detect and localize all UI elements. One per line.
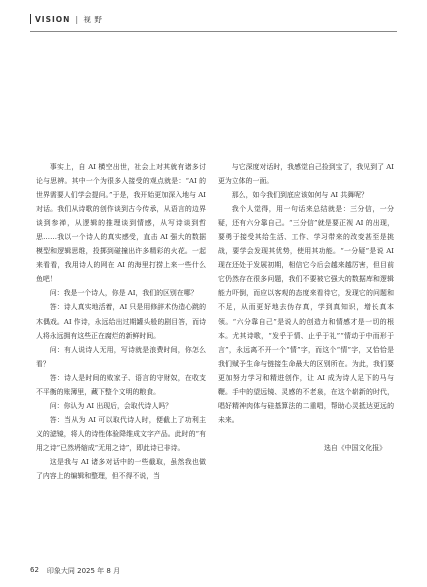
paragraph: 问：有人说诗人无用，写诗就是浪费时间，你怎么看？ (36, 345, 206, 368)
paragraph: 事实上，自 AI 横空出世，社会上对其就有诸多讨论与思辨。其中一个为很多人接受的观点就是：“AI 的世界需要人们学会提问。”于是，我开始更加深入地与 AI 对话。我们从诗歌的创作谈到古今传承，从语言的边界谈到参禅，从逻辑的推理谈到情感，从写诗谈到哲思……我以一个诗人的真实感受，直击 AI 强大的数据模型和逻辑思维，投掷到碰撞出许多精彩的火花。一起来看看，我用诗人的网在 AI 的海里打捞上来一些什么鱼吧！ (36, 163, 206, 284)
paragraph: 与它深度对话时，我感觉自己捡到宝了，我见到了 AI 更为立体的一面。 (218, 163, 394, 186)
right-column (218, 160, 394, 455)
category-label: 视 野 (83, 14, 103, 24)
paragraph: 这是我与 AI 诸多对话中的一些截取，虽然我也做了内容上的编辑和整理，但不得不说，当 (36, 457, 206, 481)
paragraph: 我个人觉得，用一句话来总结就是：三分信，一分疑，还有六分靠自己。“三分信”就是要正视 AI 的出现，要勇于接受其给生活、工作、学习带来的改变甚至是挑战，要学会发现其优势，使用其功能。“一分疑”是说 AI 现在还处于发展初期，相信它今后会越来越厉害，但目前它仍然存在很多问题，我们不要被它强大的数据库和逻辑能力吓倒，而应以客观的态度来看待它，发现它的问题和不足，从而更好地去伪存真，学到真知识，增长真本领。“六分靠自己”是说人的创造力和情感才是一切的根本。尤其诗歌，“发乎于情、止乎于礼”“情动于中而形于言”，永远离不开一个“情”字，而这个“情”字，又恰恰是我们赋予生命与链接生命最大的区别所在。为此，我们要更加努力学习和精进创作，让 AI 成为诗人足下的马与鞭。手中的望远镜、灵感的不老泉，在这个崭新的时代，唱好精神肉体与硅基算法的二重唱，帮助心灵抵达更远的未来。 (218, 205, 394, 424)
page-header (30, 12, 102, 26)
source-credit: 选自《中国文化报》 (323, 443, 386, 452)
publication-info: 印象大同 2025 年 8 月 (46, 567, 121, 575)
header-bar (30, 14, 31, 24)
paragraph: 答：诗人真实地活着，AI 只是用修辞术伪造心跳的木偶戏。AI 作诗，永远给出过期罐头般的剧目答，而诗人将永远拥有这些正在腐烂的新鲜时间。 (36, 303, 206, 340)
header-separator: | (75, 14, 79, 24)
paragraph: 问：我是一个诗人，你是 AI，我们的区别在哪？ (49, 289, 198, 298)
page-number: 62 (30, 566, 39, 574)
page-footer (30, 566, 120, 576)
paragraph: 那么，如今我们到底应该如何与 AI 共舞呢？ (231, 191, 368, 200)
section-label: VISION (35, 14, 71, 24)
paragraph: 答：当从为 AI 可以取代诗人时，便截上了功利主义的滤镜，将人的诗性体验降维成文字产品。此时的“有用之诗”已然坍缩成“无用之诗”，即此诗已非诗。 (36, 415, 206, 452)
header-rule (30, 31, 397, 32)
paragraph: 问：你认为 AI 出现后，会取代诗人吗？ (49, 401, 173, 410)
left-column (36, 160, 206, 483)
paragraph: 答：诗人是时间的败家子、语言的守财奴，在收支不平衡的账簿里，藏下整个文明的粮食。 (36, 373, 206, 396)
